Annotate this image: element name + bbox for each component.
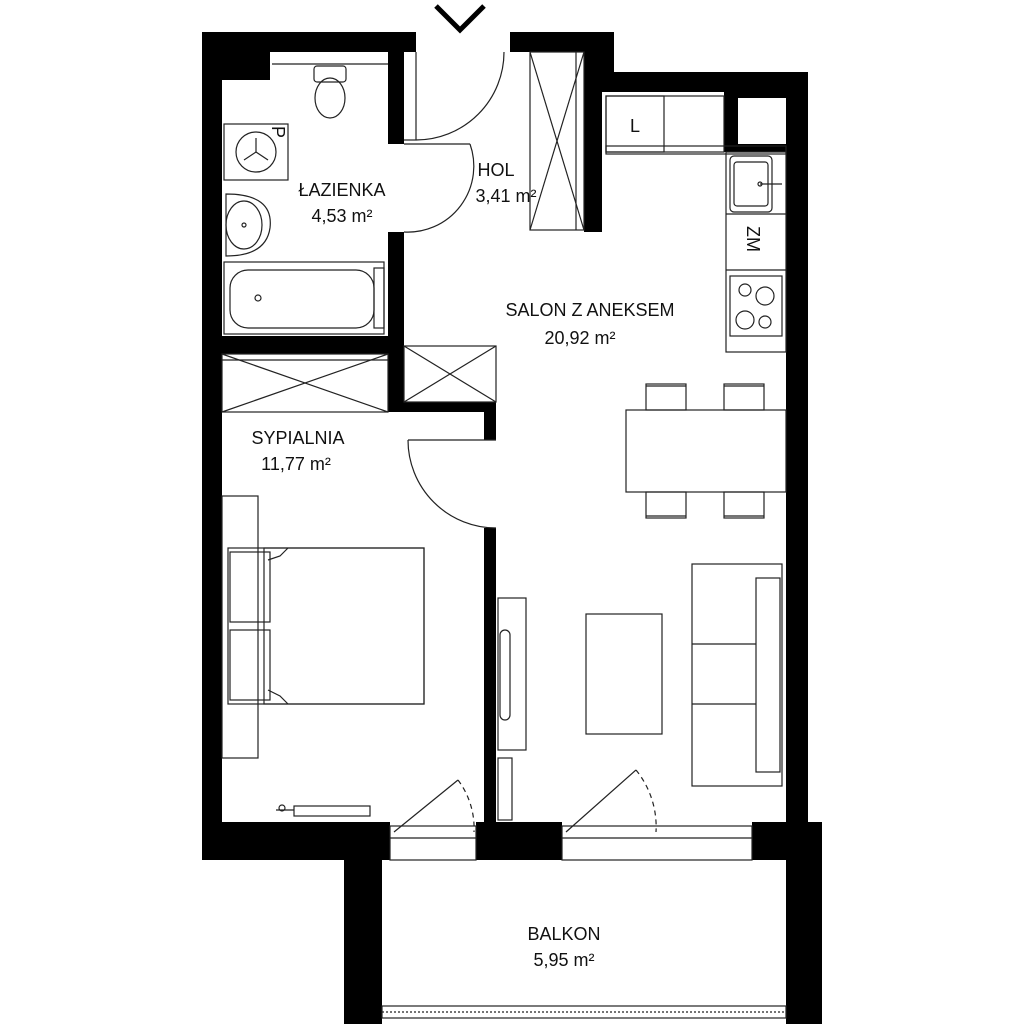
- hall-area: 3,41 m²: [475, 186, 537, 206]
- bathtub-icon: [224, 262, 384, 334]
- bedroom-name: SYPIALNIA: [251, 428, 345, 448]
- chair: [646, 384, 686, 410]
- dining-table: [626, 410, 786, 492]
- fridge-mark: L: [630, 116, 641, 136]
- sofa: [692, 564, 782, 786]
- chair: [724, 384, 764, 410]
- dishwasher-mark: ZM: [743, 226, 763, 252]
- bedroom-furniture: [222, 346, 496, 816]
- doors: [394, 52, 656, 832]
- hall-wardrobe: [530, 52, 584, 230]
- bedroom-area: 11,77 m²: [261, 454, 331, 474]
- windows: [382, 826, 786, 1018]
- bed: [222, 496, 424, 758]
- cooktop-icon: [730, 276, 782, 336]
- balcony-area: 5,95 m²: [533, 950, 595, 970]
- bathroom-name: ŁAZIENKA: [298, 180, 386, 200]
- toilet-icon: [314, 66, 346, 118]
- bedroom-wardrobe: [222, 354, 388, 412]
- tv-icon: [498, 598, 526, 750]
- living-furniture: [498, 384, 786, 820]
- walls: [202, 32, 822, 1024]
- radiator-icon: [276, 805, 370, 816]
- hall-name: HOL: [477, 160, 515, 180]
- chair: [646, 492, 686, 518]
- bathroom-area: 4,53 m²: [311, 206, 373, 226]
- entrance-chevron-icon: [436, 6, 484, 30]
- kitchen-sink-icon: [730, 156, 782, 212]
- coffee-table: [586, 614, 662, 734]
- chair: [724, 492, 764, 518]
- living-name: SALON Z ANEKSEM: [505, 300, 675, 320]
- living-area: 20,92 m²: [544, 328, 616, 348]
- washbasin-icon: [226, 194, 270, 256]
- washer-mark: P: [268, 126, 288, 139]
- balcony-name: BALKON: [527, 924, 601, 944]
